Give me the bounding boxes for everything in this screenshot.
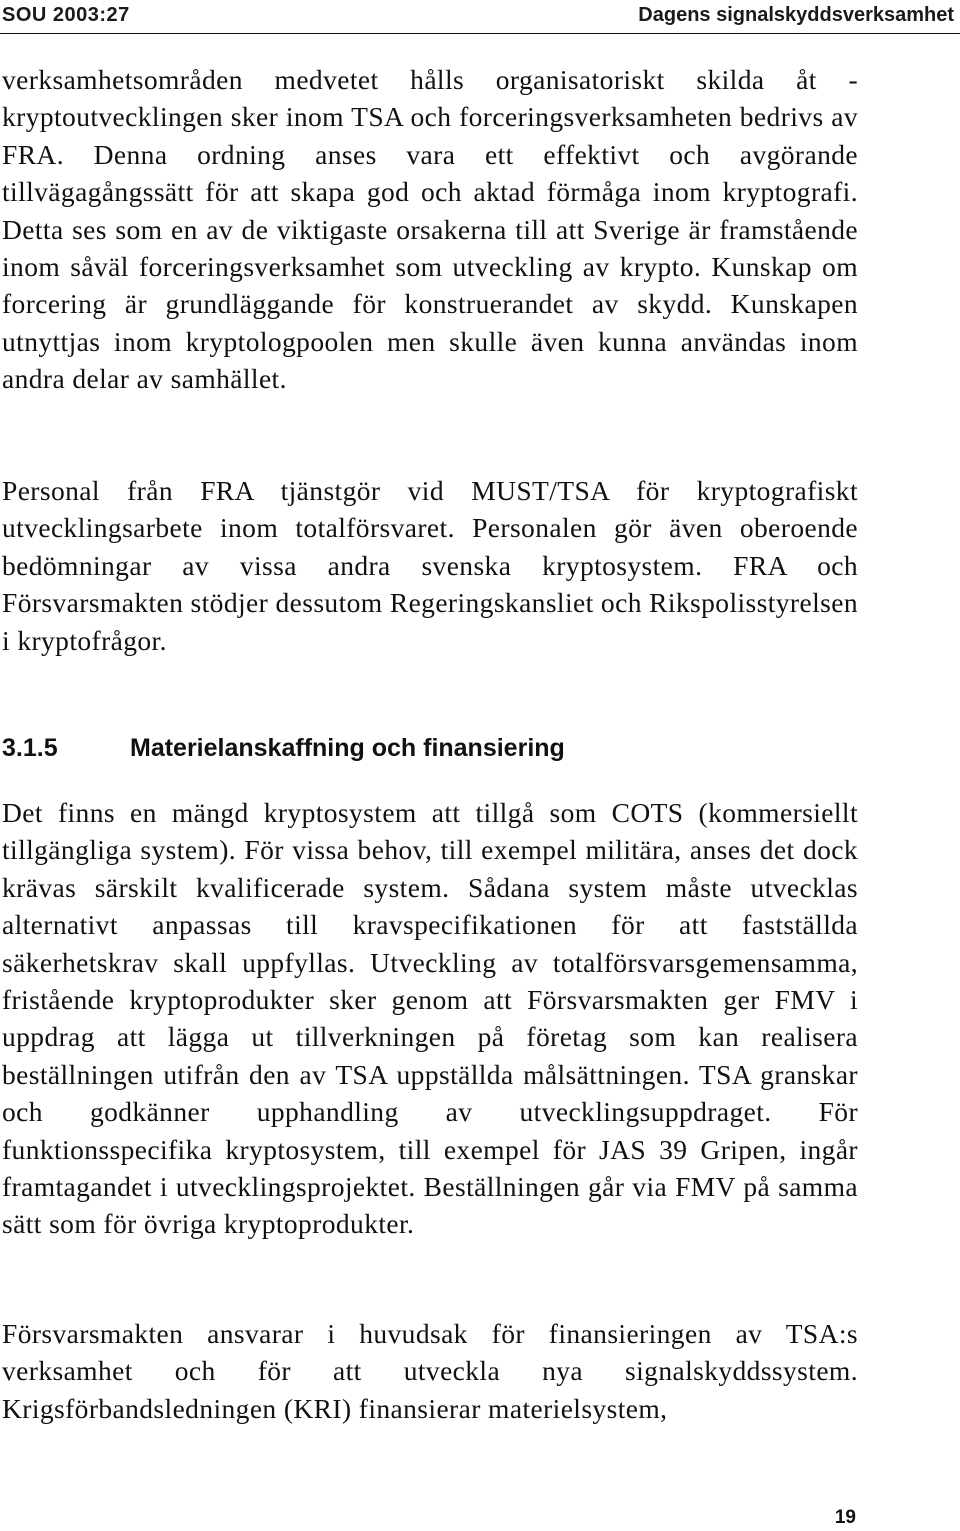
paragraph-financing: Försvarsmakten ansvarar i huvudsak för finansieringen av TSA:s verksamhet och för att utveckla nya signalskyddssystem. Krigsförbandsledningen (KRI) finansierar materielsystem, bbox=[2, 1318, 858, 1424]
header-document-id: SOU 2003:27 bbox=[2, 4, 130, 26]
section-heading bbox=[2, 734, 902, 763]
page-number: 19 bbox=[834, 1507, 856, 1528]
paragraph-procurement: Det finns en mängd kryptosystem att tillgå som COTS (kommersiellt tillgängliga system). För vissa behov, till exempel militära, anses det dock krävas särskilt kvalificerade system. Sådana system måste utvecklas alternativt anpassas till kravspecifikationen för att fastställda säkerhetskrav skall uppfyllas. Utveckling av totalförsvarsgemensamma, fristående kryptoprodukter sker genom att Försvarsmakten ger FMV i uppdrag att lägga ut tillverkningen på företag som kan realisera beställningen utifrån den av TSA uppställda målsättningen. TSA granskar och godkänner upphandling av utvecklingsuppdraget. För funktionsspecifika kryptosystem, till exempel för JAS 39 Gripen, ingår framtagandet i utvecklingsprojektet. Beställningen går via FMV på samma sätt som för övriga kryptoprodukter. bbox=[2, 797, 858, 1240]
header-rule bbox=[0, 33, 960, 34]
section-title: Materielanskaffning och finansiering bbox=[130, 734, 565, 762]
running-header bbox=[0, 0, 960, 34]
section-number: 3.1.5 bbox=[2, 734, 58, 762]
paragraph-fra-personnel: Personal från FRA tjänstgör vid MUST/TSA för kryptografiskt utvecklingsarbete inom totalförsvaret. Personalen gör även oberoende bedömningar av vissa andra svenska kryptosystem. FRA och Försvarsmakten stödjer dessutom Regeringskansliet och Rikspolisstyrelsen i kryptofrågor. bbox=[2, 475, 858, 656]
header-chapter-title: Dagens signalskyddsverksamhet bbox=[638, 4, 954, 26]
paragraph-organisation: verksamhetsområden medvetet hålls organisatoriskt skilda åt - kryptoutvecklingen sker inom TSA och forceringsverksamheten bedrivs av FRA. Denna ordning anses vara ett effektivt och avgörande tillvägagångssätt för att skapa god och aktad förmåga inom kryptografi. Detta ses som en av de viktigaste orsakerna till att Sverige är framstående inom såväl forceringsverksamhet som utveckling av krypto. Kunskap om forcering är grundläggande för konstruerandet av skydd. Kunskapen utnyttjas inom kryptologpoolen men skulle även kunna användas inom andra delar av samhället. bbox=[2, 64, 858, 395]
